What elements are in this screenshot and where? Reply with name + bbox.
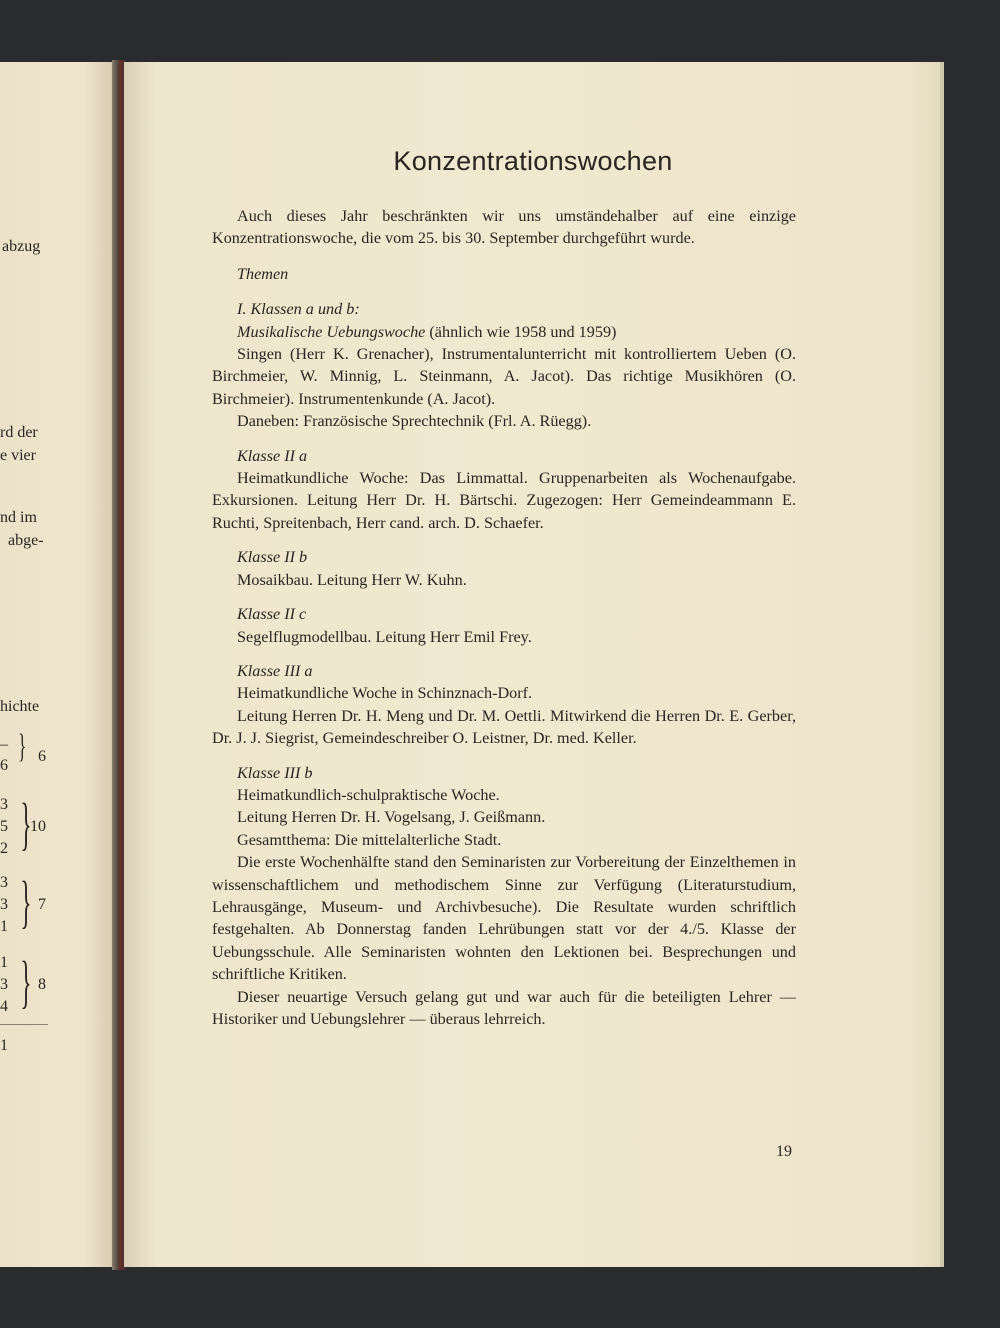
section-heading: Klasse II a (237, 446, 308, 465)
intro-paragraph: Auch dieses Jahr beschränkten wir uns umständehalber auf eine einzige Konzentrationswoche, die vom 25. bis 30. September durchgeführt wurde. (212, 207, 796, 248)
section-paragraph: Heimatkundliche Woche in Schinznach-Dorf. (237, 684, 533, 703)
left-fragment: 4 (0, 998, 8, 1015)
left-fragment: 7 (38, 896, 46, 913)
left-fragment: 6 (38, 748, 46, 765)
left-fragment: 3 (0, 796, 8, 813)
left-fragment: 3 (0, 896, 8, 913)
section-paragraph: Singen (Herr K. Grenacher), Instrumentalunterricht mit kontrolliertem Ueben (O. Birchmeier, W. Minnig, L. Steinmann, A. Jacot). Das richtige Musikhören (O. Birchmeier). Instrumentenkunde (A. Jacot). (212, 345, 796, 408)
section-heading: Klasse II b (237, 548, 308, 567)
page-title: Konzentrationswochen (393, 146, 673, 176)
left-fragment: e vier (0, 447, 36, 464)
subheading-italic: Musikalische Uebungswoche (237, 322, 426, 341)
left-fragment: hichte (0, 698, 40, 715)
section-paragraph: Mosaikbau. Leitung Herr W. Kuhn. (237, 570, 467, 589)
left-page (0, 62, 120, 1267)
section-paragraph: Heimatkundlich-schulpraktische Woche. (237, 785, 500, 804)
scan-background (0, 0, 1000, 64)
left-fragment: 1 (0, 918, 8, 935)
left-fragment: – (0, 736, 8, 753)
section-paragraph: Dieser neuartige Versuch gelang gut und war auch für die beteiligten Lehrer — Historiker und Uebungslehrer — überaus lehrreich. (212, 987, 796, 1028)
left-fragment: 8 (38, 976, 46, 993)
left-fragment: 2 (0, 840, 8, 857)
section-heading: Klasse III b (237, 763, 313, 782)
brace-icon: } (18, 728, 27, 765)
section-heading: Klasse II c (237, 605, 307, 624)
themen-heading: Themen (237, 264, 289, 283)
section-subheading (212, 321, 796, 343)
section-paragraph: Heimatkundliche Woche: Das Limmattal. Gruppenarbeiten als Wochenaufgabe. Exkursionen. Leitung Herr Dr. H. Bärtschi. Zugezogen: Herr Gemeindeammann E. Ruchti, Spreitenbach, Herr cand. arch. D. Schaefer. (212, 469, 796, 532)
left-fragment: 1 (0, 954, 8, 971)
left-fragment: 10 (30, 818, 46, 835)
divider (0, 1024, 48, 1025)
left-fragment: 6 (0, 757, 8, 774)
section-paragraph: Leitung Herren Dr. H. Meng und Dr. M. Oettli. Mitwirkend die Herren Dr. E. Gerber, Dr. J. J. Siegrist, Gemeindeschreiber O. Leistner, Dr. med. Keller. (212, 706, 796, 748)
brace-icon: } (20, 869, 32, 934)
brace-icon: } (20, 949, 32, 1014)
brace-icon: } (20, 791, 32, 856)
left-fragment: abzug (2, 238, 41, 255)
left-fragment: rd der (0, 424, 38, 441)
section-heading: Klasse III a (237, 661, 313, 680)
left-fragment: abge- (8, 532, 44, 549)
subheading-rest: (ähnlich wie 1958 und 1959) (425, 322, 617, 341)
left-fragment: nd im (0, 509, 37, 526)
section-paragraph: Segelflugmodellbau. Leitung Herr Emil Frey. (237, 627, 532, 646)
left-fragment: 3 (0, 874, 8, 891)
section-paragraph: Die erste Wochenhälfte stand den Seminaristen zur Vorbereitung der Einzelthemen in wissenschaftlichem und methodischem Sinne zur Verfügung (Literaturstudium, Lehrausgänge, Museum- und Archivbesuche). Die Resultate wurden schriftlich festgehalten. Ab Donnerstag fanden Lehrübungen statt vor der 4./5. Klasse der Uebungsschule. Alle Seminaristen wohnten den Lektionen bei. Besprechungen und schriftliche Kritiken. (212, 853, 796, 984)
section-heading: I. Klassen a und b: (237, 300, 360, 319)
page-edge (940, 62, 944, 1267)
left-fragment: 1 (0, 1037, 8, 1054)
left-fragment: 3 (0, 976, 8, 993)
section-paragraph: Leitung Herren Dr. H. Vogelsang, J. Geißmann. (237, 808, 546, 827)
section-paragraph: Daneben: Französische Sprechtechnik (Frl. A. Rüegg). (237, 412, 592, 431)
page-number: 19 (776, 1143, 792, 1160)
section-paragraph: Gesamtthema: Die mittelalterliche Stadt. (237, 830, 502, 849)
page-body (212, 205, 796, 1030)
left-fragment: 5 (0, 818, 8, 835)
